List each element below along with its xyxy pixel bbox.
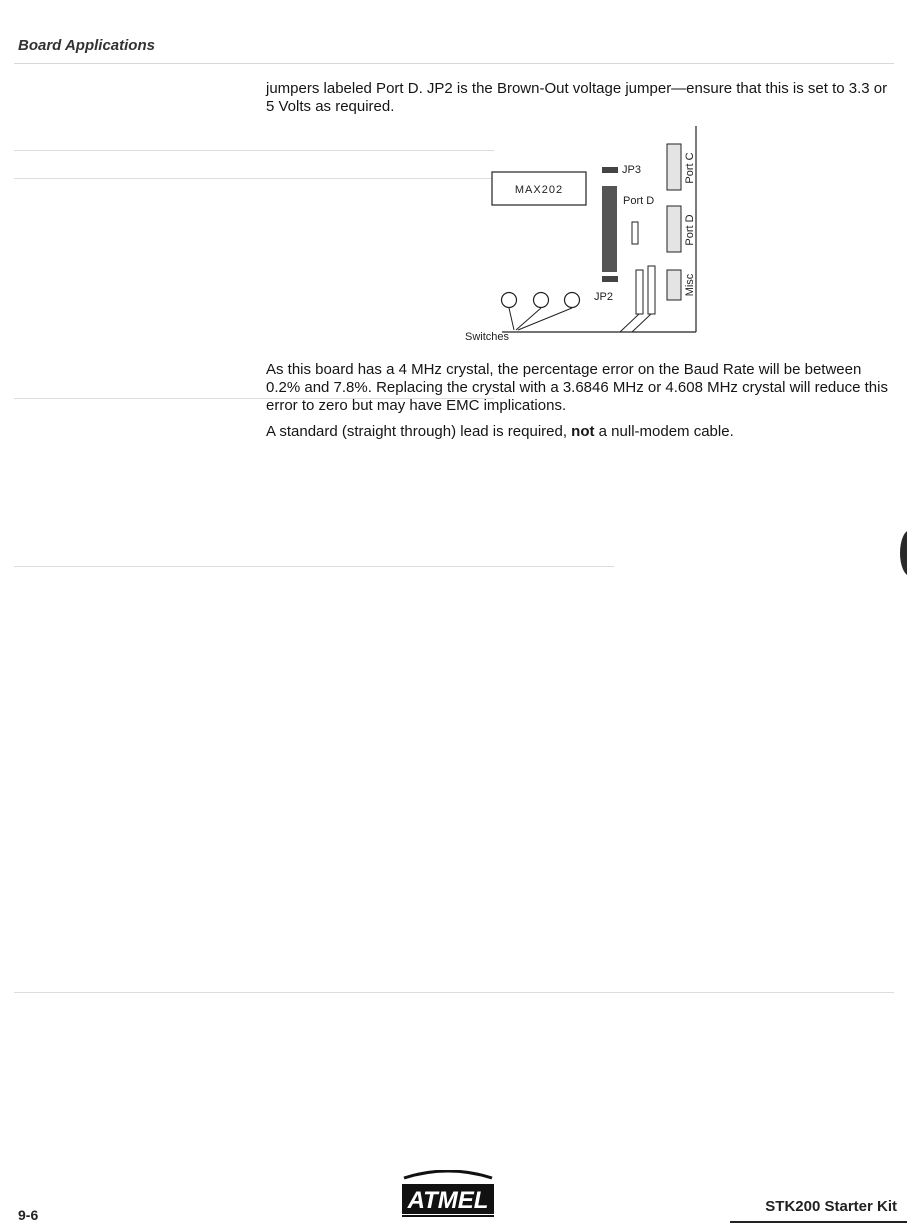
- paragraph-lead: [266, 423, 898, 441]
- lead-text-post: a null-modem cable.: [594, 423, 734, 440]
- port-c-header: [667, 144, 681, 190]
- switches-label: Switches: [465, 331, 510, 343]
- port-d-header: [667, 206, 681, 252]
- misc-label: Misc: [684, 273, 696, 297]
- jp2-label: JP2: [594, 291, 613, 303]
- lead-text-pre: A standard (straight through) lead is required,: [266, 423, 572, 440]
- misc-header: [667, 270, 681, 300]
- jp3-jumper: [602, 167, 618, 173]
- jp2-jumper: [602, 276, 618, 282]
- paragraph-crystal: As this board has a 4 MHz crystal, the percentage error on the Baud Rate will be between 0.2% and 7.8%. Replacing the crystal with a 3.6846 MHz or 4.608 MHz crystal will reduce this error to zero but may have EMC implications.: [266, 361, 888, 414]
- port-d-inner-label: Port D: [623, 195, 655, 207]
- bleed-rule: [14, 992, 894, 993]
- max202-label: MAX202: [514, 184, 564, 196]
- bleed-rule: [14, 150, 494, 151]
- document-title: STK200 Starter Kit: [765, 1198, 897, 1215]
- switch-circle: [534, 293, 549, 308]
- page-number: 9-6: [18, 1207, 39, 1223]
- header-divider: [14, 63, 894, 64]
- board-layout-diagram: [462, 124, 700, 344]
- bleed-rule: [14, 178, 494, 179]
- port-d-label: Port D: [684, 214, 696, 246]
- binding-hole-mark: [900, 530, 907, 576]
- switch-circle: [565, 293, 580, 308]
- port-c-label: Port C: [684, 152, 696, 184]
- bleed-rule: [14, 566, 614, 567]
- paragraph-jumpers: jumpers labeled Port D. JP2 is the Brown-Out voltage jumper—ensure that this is set to 3.3 or 5 Volts as required.: [266, 80, 888, 115]
- switch-circle: [502, 293, 517, 308]
- svg-text:ATMEL: ATMEL: [407, 1187, 489, 1214]
- port-d-connector: [602, 186, 617, 272]
- section-title: Board Applications: [18, 37, 155, 54]
- lead-text-emphasis: not: [571, 423, 595, 440]
- atmel-logo: [398, 1170, 498, 1218]
- jp3-label: JP3: [622, 164, 641, 176]
